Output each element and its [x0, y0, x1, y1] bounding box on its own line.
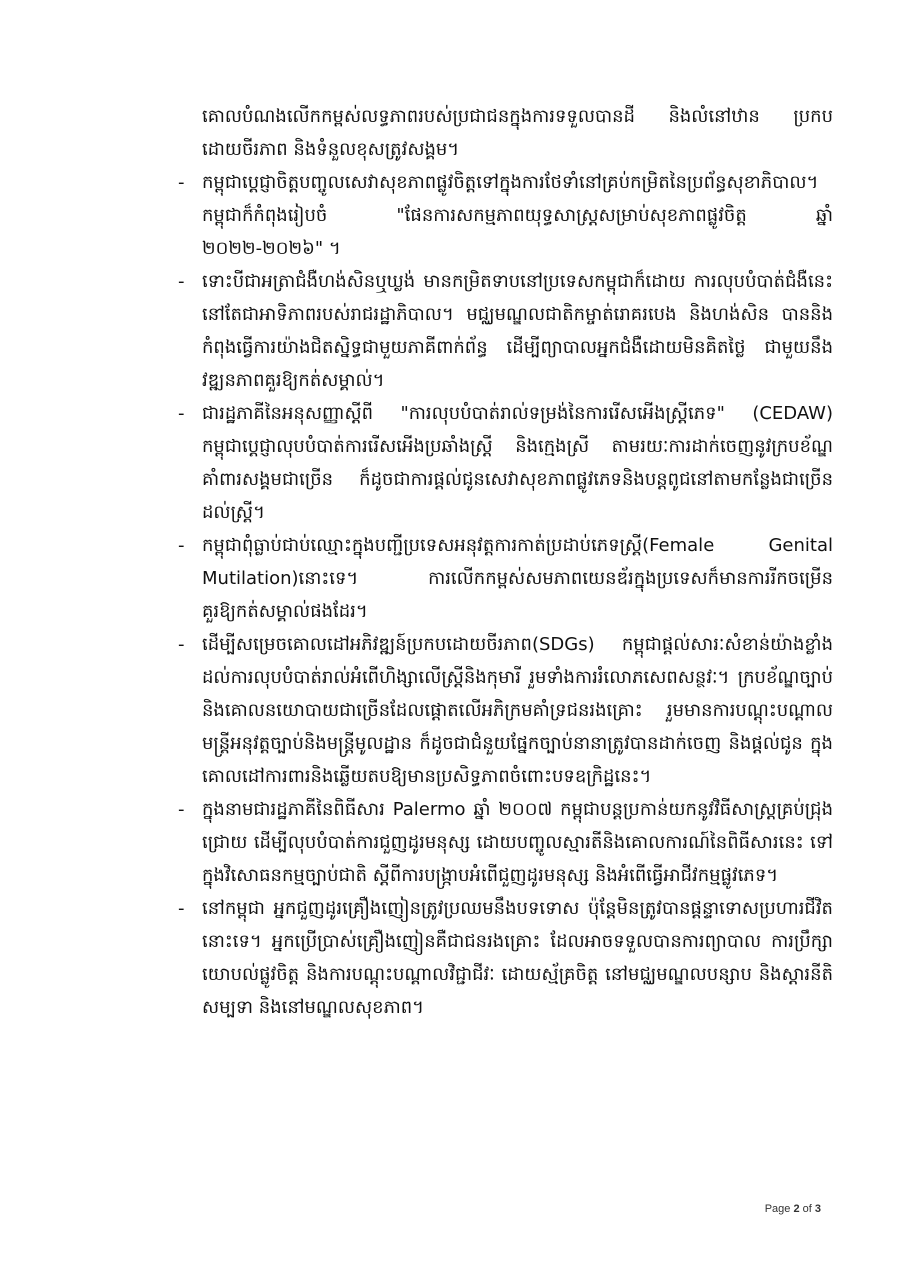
- bullet-item-fgm: [178, 529, 833, 628]
- footer-prefix: Page: [764, 1203, 794, 1215]
- bullet-item-sdgs: [178, 628, 833, 793]
- bullet-item-drugs: [178, 892, 833, 1024]
- bullet-text: កម្ពុជាពុំធ្លាប់ជាប់ឈ្មោះក្នុងបញ្ជីប្រទេសអនុវត្តការកាត់ប្រដាប់ភេទស្ត្រី(Female Genital Mutilation)នោះទេ។ ការលើកកម្ពស់សមភាពយេនឌ័រក្នុងប្រទេសក៏មានការរីកចម្រើនគួរឱ្យកត់សម្គាល់ផងដែរ។: [202, 535, 833, 622]
- footer-middle: of: [799, 1203, 815, 1215]
- bullet-text: នៅកម្ពុជា អ្នកជួញដូរគ្រឿងញៀនត្រូវប្រឈមនឹងបទទោស ប៉ុន្តែមិនត្រូវបានផ្តន្ទាទោសប្រហារជីវិតនោះទេ។ អ្នកប្រើប្រាស់គ្រឿងញៀនគឺជាជនរងគ្រោះ ដែលអាចទទួលបានការព្យាបាល ការប្រឹក្សាយោបល់ផ្លូវចិត្ត និងការបណ្តុះបណ្តាលវិជ្ជាជីវៈ ដោយស្ម័គ្រចិត្ត នៅមជ្ឈមណ្ឌលបន្សាប និងស្តារនីតិសម្បទា និងនៅមណ្ឌលសុខភាព។: [202, 898, 833, 1018]
- bullet-dash: -: [178, 799, 185, 820]
- document-body: [178, 100, 833, 1024]
- intro-paragraph: គោលបំណងលើកកម្ពស់លទ្ធភាពរបស់ប្រជាជនក្នុងការទទួលបានដី និងលំនៅឋាន ប្រកបដោយចីរភាព និងទំនួលខុសត្រូវសង្គម។: [202, 106, 833, 160]
- page-number-footer: [765, 1203, 821, 1215]
- bullet-dash: -: [178, 634, 185, 655]
- bullet-text: កម្ពុជាប្តេជ្ញាចិត្តបញ្ចូលសេវាសុខភាពផ្លូវចិត្តទៅក្នុងការថែទាំនៅគ្រប់កម្រិតនៃប្រព័ន្ធសុខាភិបាល។ កម្ពុជាក៏កំពុងរៀបចំ "ផែនការសកម្មភាពយុទ្ធសាស្ត្រសម្រាប់សុខភាពផ្លូវចិត្ត ឆ្នាំ ២០២២-២០២៦" ។: [202, 172, 833, 259]
- bullet-dash: -: [178, 172, 185, 193]
- bullet-dash: -: [178, 403, 185, 424]
- bullet-dash: -: [178, 898, 185, 919]
- bullet-item-mental-health: [178, 166, 833, 265]
- bullet-text: ទោះបីជាអត្រាជំងឺហង់សិនឬឃ្លង់ មានកម្រិតទាបនៅប្រទេសកម្ពុជាក៏ដោយ ការលុបបំបាត់ជំងឺនេះនៅតែជាអាទិភាពរបស់រាជរដ្ឋាភិបាល។ មជ្ឈមណ្ឌលជាតិកម្ចាត់រោគរបេង និងហង់សិន បាននិងកំពុងធ្វើការយ៉ាងជិតស្និទ្ធជាមួយភាគីពាក់ព័ន្ធ ដើម្បីព្យាបាលអ្នកជំងឺដោយមិនគិតថ្លៃ ជាមួយនឹងវឌ្ឍនភាពគួរឱ្យកត់សម្គាល់។: [202, 271, 833, 391]
- bullet-dash: -: [178, 271, 185, 292]
- footer-total-pages: 3: [814, 1203, 821, 1215]
- bullet-item-cedaw: [178, 397, 833, 529]
- bullet-dash: -: [178, 535, 185, 556]
- bullet-text: ជារដ្ឋភាគីនៃអនុសញ្ញាស្តីពី "ការលុបបំបាត់រាល់ទម្រង់នៃការរើសអើងស្ត្រីភេទ" (CEDAW) កម្ពុជាប្តេជ្ញាលុបបំបាត់ការរើសអើងប្រឆាំងស្ត្រី និងក្មេងស្រី តាមរយៈការដាក់ចេញនូវក្របខ័ណ្ឌគាំពារសង្គមជាច្រើន ក៏ដូចជាការផ្តល់ជូនសេវាសុខភាពផ្លូវភេទនិងបន្តពូជនៅតាមកន្លែងជាច្រើន ដល់ស្ត្រី។: [202, 403, 833, 523]
- bullet-text: ក្នុងនាមជារដ្ឋភាគីនៃពិធីសារ Palermo ឆ្នាំ ២០០៧ កម្ពុជាបន្តប្រកាន់យកនូវវិធីសាស្ត្រគ្រប់ជ្រុងជ្រោយ ដើម្បីលុបបំបាត់ការជួញដូរមនុស្ស ដោយបញ្ចូលស្មារតីនិងគោលការណ៍នៃពិធីសារនេះ ទៅក្នុងវិសោធនកម្មច្បាប់ជាតិ ស្តីពីការបង្ក្រាបអំពើជួញដូរមនុស្ស និងអំពើធ្វើអាជីវកម្មផ្លូវភេទ។: [202, 799, 833, 886]
- bullet-item-leprosy: [178, 265, 833, 397]
- footer-current-page: 2: [793, 1203, 800, 1215]
- bullet-text: ដើម្បីសម្រេចគោលដៅអភិវឌ្ឍន៍ប្រកបដោយចីរភាព(SDGs) កម្ពុជាផ្តល់សារៈសំខាន់យ៉ាងខ្លាំងដល់ការលុបបំបាត់រាល់អំពើហិង្សាលើស្ត្រីនិងកុមារី រួមទាំងការរំលោភសេពសន្ថវៈ។ ក្របខ័ណ្ឌច្បាប់និងគោលនយោបាយជាច្រើនដែលផ្តោតលើអភិក្រមគាំទ្រជនរងគ្រោះ រួមមានការបណ្តុះបណ្តាលមន្ត្រីអនុវត្តច្បាប់និងមន្ត្រីមូលដ្ឋាន ក៏ដូចជាជំនួយផ្នែកច្បាប់នានាត្រូវបានដាក់ចេញ និងផ្តល់ជូន ក្នុងគោលដៅការពារនិងឆ្លើយតបឱ្យមានប្រសិទ្ធភាពចំពោះបទឧក្រិដ្ឋនេះ។: [202, 634, 833, 787]
- bullet-item-palermo: [178, 793, 833, 892]
